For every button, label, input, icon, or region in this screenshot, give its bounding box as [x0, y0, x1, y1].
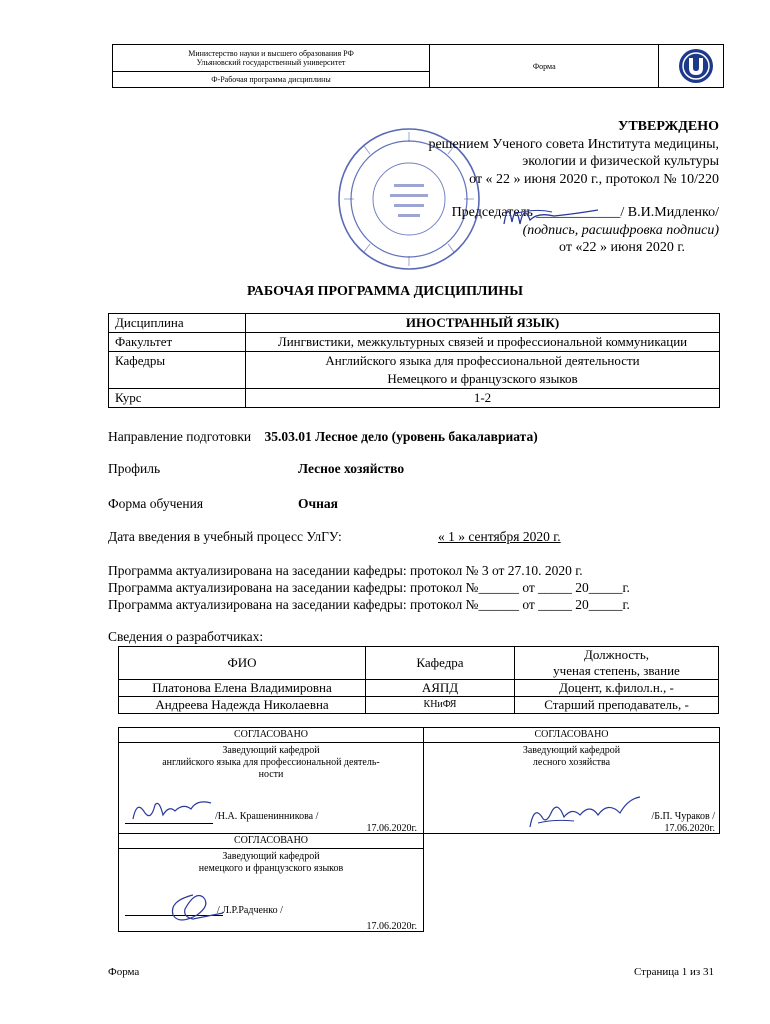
header-ministry — [113, 45, 430, 72]
departments-label: Кафедры — [109, 352, 246, 389]
date-label: Дата введения в учебный процесс УлГУ: — [108, 529, 342, 544]
chair-signature-icon — [494, 194, 604, 232]
left-head-1: Заведующий кафедрой — [222, 745, 320, 756]
agreement-right-cell — [424, 743, 720, 834]
third-head-1: Заведующий кафедрой — [222, 851, 320, 862]
table-row — [109, 352, 720, 389]
approval-line1: решением Ученого совета Института медицины, — [428, 136, 719, 152]
departments-value — [246, 352, 720, 389]
position-header-1: Должность, — [583, 647, 650, 662]
date-value: « 1 » сентября 2020 г. — [438, 529, 561, 544]
developers-table — [118, 646, 719, 714]
third-sig-name: / Л.Р.Радченко / — [217, 905, 283, 916]
approval-line3: от « 22 » июня 2020 г., протокол № 10/220 — [469, 171, 719, 187]
approval-date: от «22 » июня 2020 г. — [559, 240, 685, 255]
update-line-1: Программа актуализирована на заседании кафедры: протокол № 3 от 27.10. 2020 г. — [108, 563, 583, 578]
department-1: Английского языка для профессиональной деятельности — [325, 353, 640, 368]
approval-line2: экологии и физической культуры — [522, 154, 719, 169]
faculty-value: Лингвистики, межкультурных связей и профессиональной коммуникации — [246, 333, 720, 352]
agreement-left-cell — [119, 743, 424, 834]
left-head-3: ности — [258, 769, 284, 780]
dev-position: Старший преподаватель, - — [515, 697, 719, 714]
agreed-label-right: СОГЛАСОВАНО — [424, 728, 720, 743]
direction-label: Направление подготовки — [108, 429, 252, 444]
agreed-label-third: СОГЛАСОВАНО — [119, 834, 424, 849]
approval-title: УТВЕРЖДЕНО — [618, 119, 719, 134]
faculty-label: Факультет — [109, 333, 246, 352]
dev-name: Платонова Елена Владимировна — [119, 680, 366, 697]
third-sig-date: 17.06.2020г. — [366, 921, 417, 932]
discipline-label: Дисциплина — [109, 314, 246, 333]
form-value: Очная — [298, 496, 338, 511]
update-line-3: Программа актуализирована на заседании кафедры: протокол №______ от _____ 20_____г. — [108, 597, 630, 612]
approval-block — [380, 118, 719, 257]
col-header-position — [515, 647, 719, 680]
footer-form: Форма — [108, 966, 140, 978]
right-sig-date: 17.06.2020г. — [664, 823, 715, 834]
department-2: Немецкого и французского языков — [387, 371, 578, 386]
table-row — [119, 697, 719, 714]
left-signature-icon — [125, 795, 217, 827]
header-table — [112, 44, 724, 88]
form-label: Форма обучения — [108, 496, 204, 511]
right-signature-icon — [524, 793, 644, 837]
agreement-table-third — [118, 833, 424, 932]
header-program: Ф-Рабочая программа дисциплины — [113, 71, 430, 87]
dev-position: Доцент, к.филол.н., - — [515, 680, 719, 697]
dev-dept: КНиФЯ — [366, 697, 515, 714]
right-head-2: лесного хозяйства — [532, 757, 611, 768]
discipline-value: ИНОСТРАННЫЙ ЯЗЫК) — [246, 314, 720, 333]
third-head-2: немецкого и французского языков — [198, 863, 344, 874]
right-sig-name: /Б.П. Чураков / — [651, 811, 715, 822]
left-sig-date: 17.06.2020г. — [366, 823, 417, 834]
third-signature-icon — [163, 887, 227, 927]
course-label: Курс — [109, 389, 246, 408]
discipline-table — [108, 313, 720, 408]
col-header-dept: Кафедра — [366, 647, 515, 680]
approval-sig-caption: (подпись, расшифровка подписи) — [522, 222, 719, 238]
table-row — [109, 333, 720, 352]
table-row — [119, 680, 719, 697]
agreement-table — [118, 727, 720, 834]
direction-line — [108, 429, 538, 445]
right-head-1: Заведующий кафедрой — [522, 745, 621, 756]
position-header-2: ученая степень, звание — [553, 663, 680, 678]
dev-name: Андреева Надежда Николаевна — [119, 697, 366, 714]
table-row — [119, 647, 719, 680]
left-head-2: английского языка для профессиональной деятель- — [162, 757, 380, 768]
agreed-label-left: СОГЛАСОВАНО — [119, 728, 424, 743]
document-title: РАБОЧАЯ ПРОГРАММА ДИСЦИПЛИНЫ — [247, 284, 523, 299]
profile-value: Лесное хозяйство — [298, 461, 405, 476]
update-line-2: Программа актуализирована на заседании кафедры: протокол №______ от _____ 20_____г. — [108, 580, 630, 595]
agreement-third-cell — [119, 849, 424, 932]
university-logo-icon — [678, 48, 714, 84]
approval-chair: Председатель ____________/ В.И.Мидленко/ — [451, 205, 719, 220]
footer-page: Страница 1 из 31 — [633, 966, 714, 978]
table-row — [109, 314, 720, 333]
university-text: Ульяновский государственный университет — [196, 57, 346, 67]
left-sig-name: /Н.А. Крашенинникова / — [215, 811, 319, 822]
course-value: 1-2 — [246, 389, 720, 408]
table-row — [109, 389, 720, 408]
direction-value: 35.03.01 Лесное дело (уровень бакалавриата) — [264, 429, 538, 444]
developers-caption: Сведения о разработчиках: — [108, 629, 264, 644]
header-form: Форма — [430, 45, 659, 88]
dev-dept: АЯПД — [366, 680, 515, 697]
profile-label: Профиль — [108, 461, 161, 476]
ministry-text: Министерство науки и высшего образования РФ — [188, 48, 354, 58]
col-header-name: ФИО — [119, 647, 366, 680]
